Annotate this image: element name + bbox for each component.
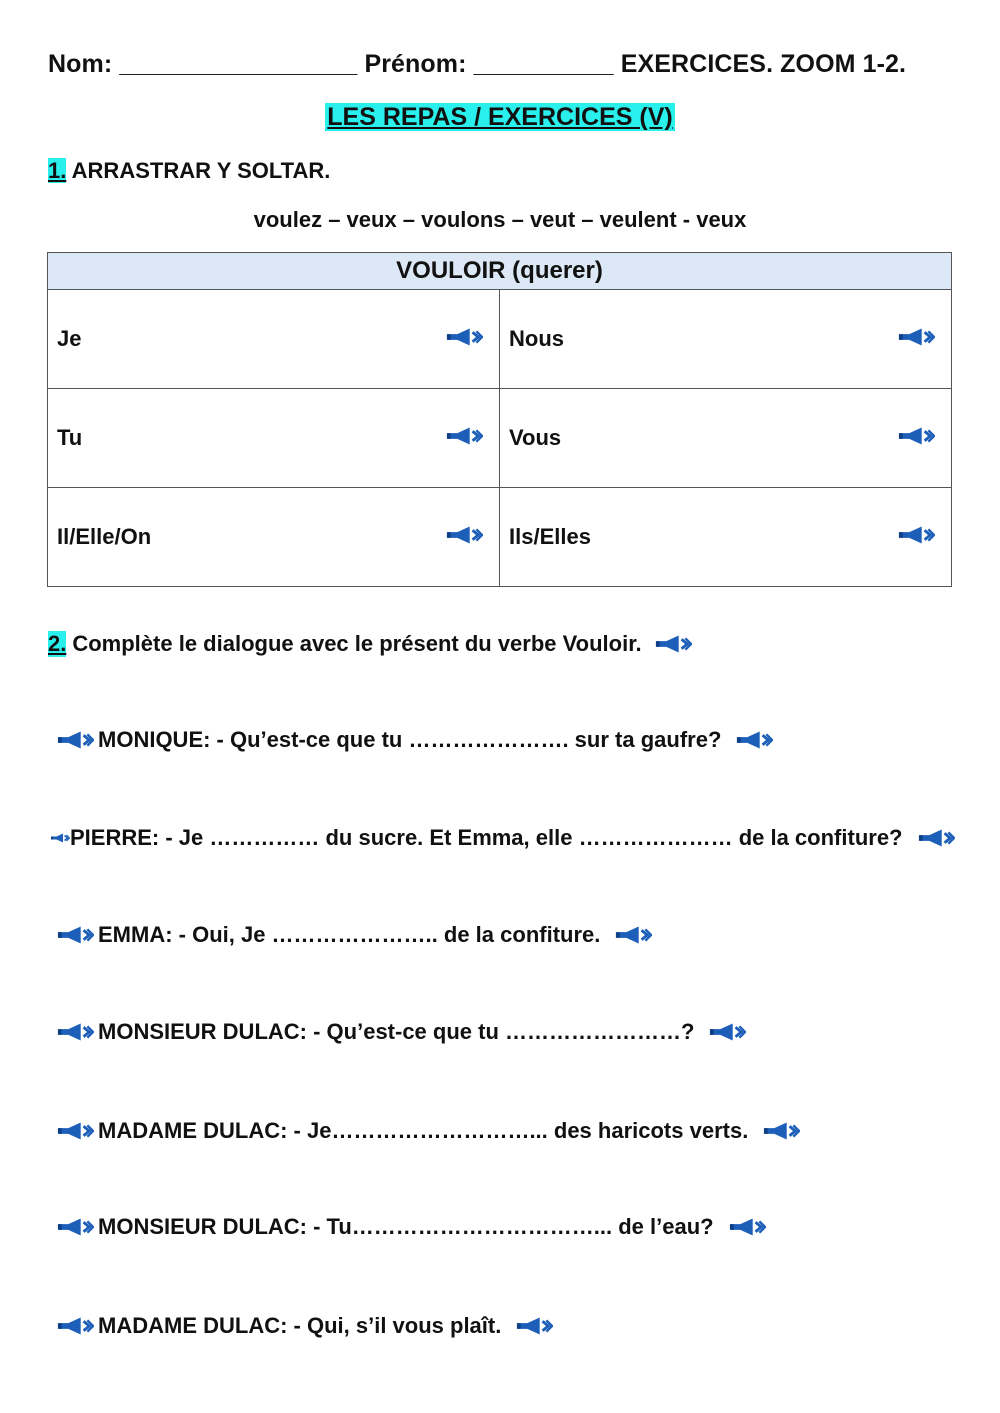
pronoun-label: Ils/Elles [509,524,591,549]
dialogue-text[interactable]: MONSIEUR DULAC: - Qu’est-ce que tu ……………………? [98,1019,695,1044]
pronoun-label: Je [57,326,82,351]
pronoun-label: Il/Elle/On [57,524,152,549]
exercise-ref: EXERCICES. ZOOM 1-2. [620,50,907,78]
speaker-icon[interactable] [56,924,94,946]
drop-cell-vous[interactable] [500,389,952,488]
speaker-icon[interactable] [445,326,483,348]
section2-instruction: Complète le dialogue avec le présent du verbe Vouloir. [72,631,642,656]
pronoun-label: Vous [509,425,562,450]
speaker-icon[interactable] [708,1021,746,1043]
dialogue-text[interactable]: EMMA: - Oui, Je ………………….. de la confiture. [98,922,601,947]
dialogue-line [56,1019,746,1045]
speaker-icon[interactable] [917,827,955,849]
dialogue-text[interactable]: MADAME DULAC: - Qui, s’il vous plaît. [98,1313,502,1338]
speaker-icon[interactable] [56,729,94,751]
speaker-icon[interactable] [56,1120,94,1142]
conjugation-table [47,252,952,587]
speaker-icon[interactable] [728,1216,766,1238]
section2-heading [48,631,692,657]
pronoun-label: Tu [57,425,83,450]
speaker-icon[interactable] [762,1120,800,1142]
dialogue-line [56,727,773,753]
prenom-label: Prénom: [364,50,467,78]
section2-number: 2. [48,631,67,656]
dialogue-text[interactable]: MADAME DULAC: - Je………………………... des haricots verts. [98,1118,749,1143]
speaker-icon[interactable] [897,425,935,447]
prenom-blank[interactable]: __________ [473,50,614,78]
dialogue-line [56,1118,800,1144]
drop-cell-ils-elles[interactable] [500,488,952,587]
worksheet-title [0,103,1000,132]
speaker-icon[interactable] [56,1315,94,1337]
section1-number: 1. [48,158,67,183]
dialogue-text[interactable]: MONSIEUR DULAC: - Tu……………………………... de l’eau? [98,1214,714,1239]
speaker-icon[interactable] [445,524,483,546]
speaker-icon[interactable] [735,729,773,751]
drop-cell-tu[interactable] [48,389,500,488]
speaker-icon[interactable] [56,1216,94,1238]
dialogue-line [56,922,652,948]
dialogue-line [56,1214,766,1240]
speaker-icon[interactable] [897,524,935,546]
speaker-icon[interactable] [654,633,692,655]
section1-heading [48,158,330,184]
word-bank[interactable]: voulez – veux – voulons – veut – veulent - veux [253,207,747,232]
speaker-icon[interactable] [445,425,483,447]
dialogue-line [50,825,955,851]
dialogue-text[interactable]: PIERRE: - Je …………… du sucre. Et Emma, elle ………………… de la confiture? [70,825,903,850]
speaker-icon[interactable] [897,326,935,348]
nom-label: Nom: [48,50,113,78]
drop-cell-il-elle-on[interactable] [48,488,500,587]
speaker-icon[interactable] [614,924,652,946]
speaker-icon[interactable] [50,831,70,845]
pronoun-label: Nous [509,326,564,351]
dialogue-text[interactable]: MONIQUE: - Qu’est-ce que tu …………………. sur ta gaufre? [98,727,722,752]
nom-blank[interactable]: _________________ [119,50,358,78]
drop-cell-nous[interactable] [500,290,952,389]
speaker-icon[interactable] [515,1315,553,1337]
worksheet-header [48,50,906,79]
title-text: LES REPAS / EXERCICES (V) [327,103,673,131]
table-header: VOULOIR (querer) [48,253,952,290]
speaker-icon[interactable] [56,1021,94,1043]
drop-cell-je[interactable] [48,290,500,389]
section1-instruction: ARRASTRAR Y SOLTAR. [71,158,331,183]
dialogue-line [56,1313,553,1339]
